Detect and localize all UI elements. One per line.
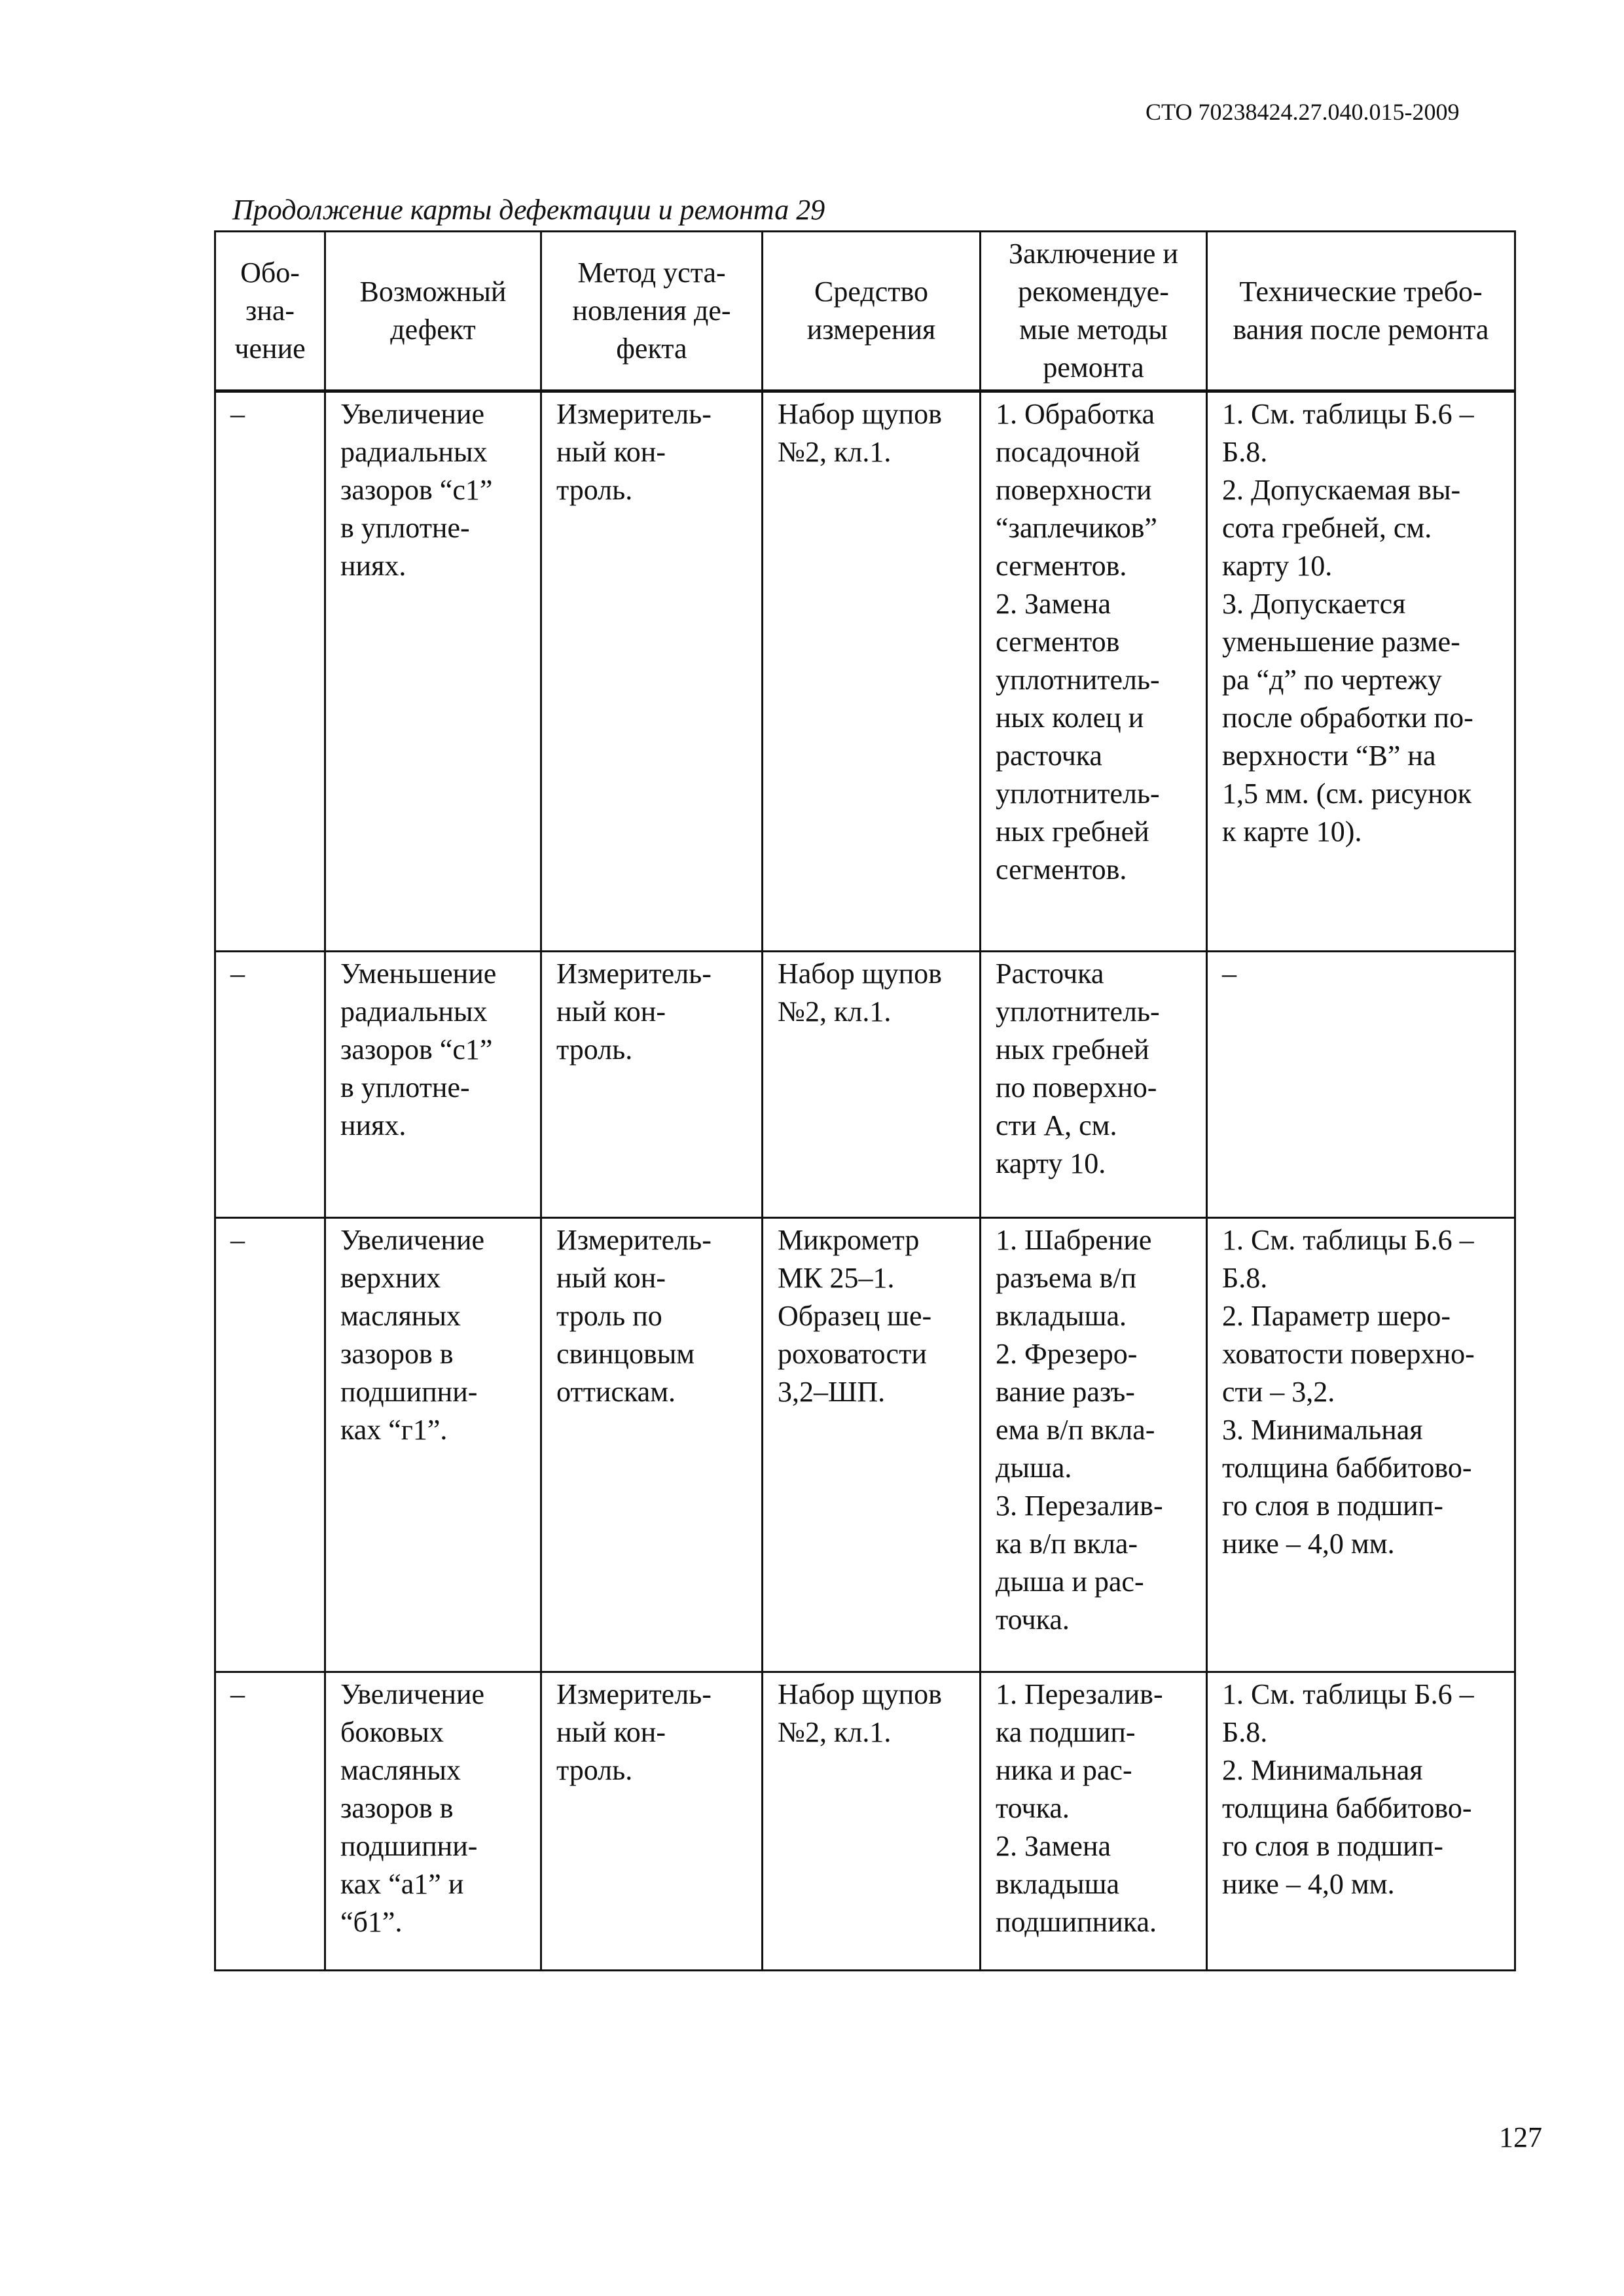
column-header-requirements: Технические требо- вания после ремонта [1207,232,1515,391]
cell-repair: 1. Перезалив- ка подшип- ника и рас- точка. 2. Замена вкладыша подшипника. [981,1672,1207,1971]
column-header-designation: Обо- зна- чение [215,232,325,391]
cell-repair: Расточка уплотнитель- ных гребней по поверхно- сти А, см. карту 10. [981,952,1207,1218]
cell-designation: – [215,391,325,952]
table-row [215,952,1515,1218]
table-row [215,1672,1515,1971]
page-number: 127 [1499,2121,1542,2153]
column-header-repair: Заключение и рекомендуе- мые методы ремонта [981,232,1207,391]
cell-designation: – [215,952,325,1218]
cell-defect: Увеличение боковых масляных зазоров в подшипни- ках “а1” и “б1”. [325,1672,541,1971]
column-header-instrument: Средство измерения [763,232,981,391]
cell-repair: 1. Обработка посадочной поверхности “заплечиков” сегментов. 2. Замена сегментов уплотнитель- ных колец и расточка уплотнитель- ных гребней сегментов. [981,391,1207,952]
cell-defect: Уменьшение радиальных зазоров “c1” в уплотне- ниях. [325,952,541,1218]
table-caption: Продолжение карты дефектации и ремонта 29 [232,194,825,226]
column-header-defect: Возможный дефект [325,232,541,391]
cell-repair: 1. Шабрение разъема в/п вкладыша. 2. Фрезеро- вание разъ- ема в/п вкла- дыша. 3. Перезалив- ка в/п вкла- дыша и рас- точка. [981,1218,1207,1672]
cell-requirements: – [1207,952,1515,1218]
cell-designation: – [215,1218,325,1672]
cell-instrument: Набор щупов №2, кл.1. [763,952,981,1218]
cell-instrument: Микрометр МК 25–1. Образец ше- роховатости 3,2–ШП. [763,1218,981,1672]
cell-defect: Увеличение радиальных зазоров “c1” в уплотне- ниях. [325,391,541,952]
cell-method: Измеритель- ный кон- троль. [541,952,763,1218]
cell-requirements: 1. См. таблицы Б.6 – Б.8. 2. Допускаемая вы- сота гребней, см. карту 10. 3. Допускается уменьшение разме- ра “д” по чертежу после обработки по- верхности “В” на 1,5 мм. (см. рисунок к карте 10). [1207,391,1515,952]
document-code: СТО 70238424.27.040.015-2009 [1146,99,1460,125]
cell-requirements: 1. См. таблицы Б.6 – Б.8. 2. Минимальная толщина баббитово- го слоя в подшип- нике – 4,0 мм. [1207,1672,1515,1971]
cell-designation: – [215,1672,325,1971]
cell-requirements: 1. См. таблицы Б.6 – Б.8. 2. Параметр шеро- ховатости поверхно- сти – 3,2. 3. Минимальная толщина баббитово- го слоя в подшип- нике – 4,0 мм. [1207,1218,1515,1672]
cell-method: Измеритель- ный кон- троль по свинцовым оттискам. [541,1218,763,1672]
column-header-method: Метод уста- новления де- фекта [541,232,763,391]
table-row [215,1218,1515,1672]
table-row [215,391,1515,952]
cell-instrument: Набор щупов №2, кл.1. [763,391,981,952]
table-header-row [215,232,1515,391]
cell-instrument: Набор щупов №2, кл.1. [763,1672,981,1971]
cell-method: Измеритель- ный кон- троль. [541,1672,763,1971]
cell-defect: Увеличение верхних масляных зазоров в подшипни- ках “г1”. [325,1218,541,1672]
cell-method: Измеритель- ный кон- троль. [541,391,763,952]
defect-repair-table [214,230,1516,1971]
